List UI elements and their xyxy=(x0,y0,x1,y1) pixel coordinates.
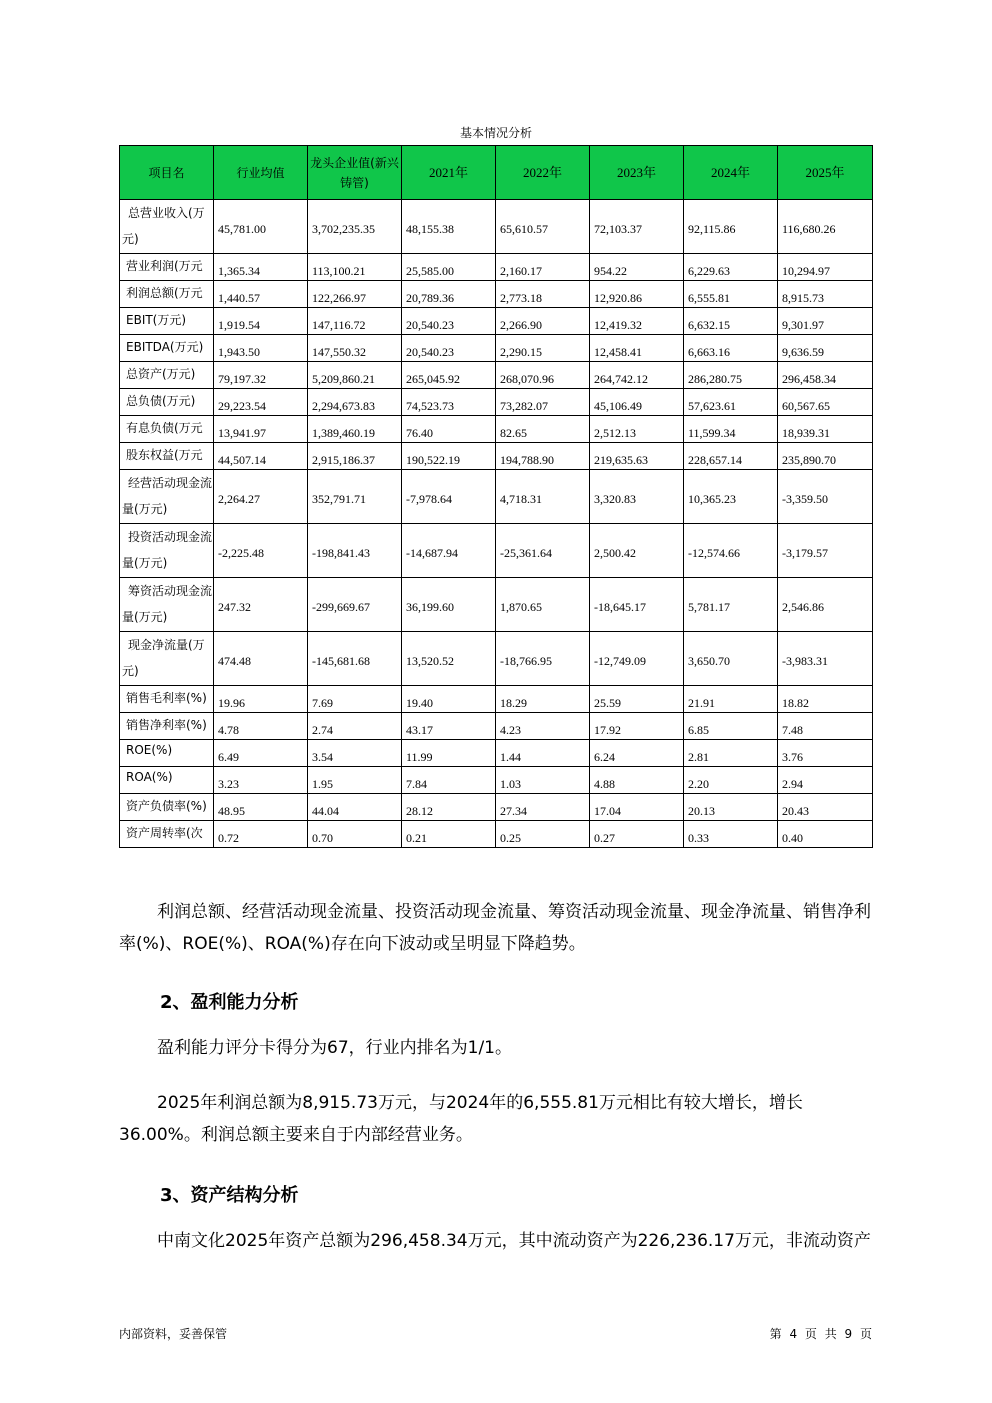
table-cell: 2.81 xyxy=(684,740,778,767)
table-cell: 2.20 xyxy=(684,767,778,794)
table-cell: 5,781.17 xyxy=(684,578,778,632)
table-cell: 0.40 xyxy=(778,821,873,848)
row-label: 投资活动现金流量(万元) xyxy=(120,524,214,578)
table-cell: 12,419.32 xyxy=(590,308,684,335)
table-cell: 6,229.63 xyxy=(684,254,778,281)
table-cell: -2,225.48 xyxy=(214,524,308,578)
table-cell: 8,915.73 xyxy=(778,281,873,308)
table-cell: 45,781.00 xyxy=(214,200,308,254)
table-cell: 7.84 xyxy=(402,767,496,794)
table-row xyxy=(120,632,873,686)
section3-asset-paragraph: 中南文化2025年资产总额为296,458.34万元，其中流动资产为226,236.17万元，非流动资产 xyxy=(157,1231,871,1251)
table-row xyxy=(120,713,873,740)
row-label: 经营活动现金流量(万元) xyxy=(120,470,214,524)
table-cell: 1,365.34 xyxy=(214,254,308,281)
table-cell: 296,458.34 xyxy=(778,362,873,389)
table-cell: 25.59 xyxy=(590,686,684,713)
table-cell: -7,978.64 xyxy=(402,470,496,524)
table-cell: 11,599.34 xyxy=(684,416,778,443)
table-cell: 11.99 xyxy=(402,740,496,767)
table-cell: 219,635.63 xyxy=(590,443,684,470)
table-cell: 113,100.21 xyxy=(308,254,402,281)
table-cell: 57,623.61 xyxy=(684,389,778,416)
table-cell: 25,585.00 xyxy=(402,254,496,281)
row-label: 总资产(万元) xyxy=(120,362,214,389)
header-leader-value: 龙头企业值(新兴铸管) xyxy=(308,146,402,200)
table-row xyxy=(120,524,873,578)
table-cell: -12,574.66 xyxy=(684,524,778,578)
table-cell: 44.04 xyxy=(308,794,402,821)
table-cell: -25,361.64 xyxy=(496,524,590,578)
table-cell: 1,389,460.19 xyxy=(308,416,402,443)
table-cell: 2,773.18 xyxy=(496,281,590,308)
table-cell: 9,636.59 xyxy=(778,335,873,362)
table-cell: 1.03 xyxy=(496,767,590,794)
table-cell: 45,106.49 xyxy=(590,389,684,416)
table-cell: 352,791.71 xyxy=(308,470,402,524)
table-cell: 190,522.19 xyxy=(402,443,496,470)
table-cell: 36,199.60 xyxy=(402,578,496,632)
table-cell: 235,890.70 xyxy=(778,443,873,470)
table-cell: -3,359.50 xyxy=(778,470,873,524)
table-cell: 3,650.70 xyxy=(684,632,778,686)
table-cell: 48,155.38 xyxy=(402,200,496,254)
table-caption: 基本情况分析 xyxy=(459,126,532,140)
row-label: 现金净流量(万元) xyxy=(120,632,214,686)
table-cell: 20,789.36 xyxy=(402,281,496,308)
table-cell: 147,116.72 xyxy=(308,308,402,335)
table-cell: 44,507.14 xyxy=(214,443,308,470)
section3-heading: 3、资产结构分析 xyxy=(160,1185,299,1206)
table-cell: 60,567.65 xyxy=(778,389,873,416)
table-cell: 194,788.90 xyxy=(496,443,590,470)
row-label: 销售净利率(%) xyxy=(120,713,214,740)
table-cell: -3,179.57 xyxy=(778,524,873,578)
table-row xyxy=(120,578,873,632)
table-cell: 0.21 xyxy=(402,821,496,848)
table-row xyxy=(120,200,873,254)
table-cell: 286,280.75 xyxy=(684,362,778,389)
header-2021: 2021年 xyxy=(402,146,496,200)
table-cell: 18,939.31 xyxy=(778,416,873,443)
row-label: 有息负债(万元 xyxy=(120,416,214,443)
table-cell: 20,540.23 xyxy=(402,335,496,362)
row-label: EBITDA(万元) xyxy=(120,335,214,362)
table-cell: 2,160.17 xyxy=(496,254,590,281)
row-label: 总营业收入(万元) xyxy=(120,200,214,254)
table-row xyxy=(120,794,873,821)
table-cell: 17.92 xyxy=(590,713,684,740)
table-row xyxy=(120,416,873,443)
row-label: ROE(%) xyxy=(120,740,214,767)
table-cell: 2,290.15 xyxy=(496,335,590,362)
table-cell: 2,512.13 xyxy=(590,416,684,443)
table-cell: 4.78 xyxy=(214,713,308,740)
table-cell: 7.69 xyxy=(308,686,402,713)
table-cell: 268,070.96 xyxy=(496,362,590,389)
section2-heading: 2、盈利能力分析 xyxy=(160,992,299,1013)
table-cell: 12,458.41 xyxy=(590,335,684,362)
table-cell: 6,555.81 xyxy=(684,281,778,308)
table-row xyxy=(120,308,873,335)
table-cell: 228,657.14 xyxy=(684,443,778,470)
table-cell: 20,540.23 xyxy=(402,308,496,335)
table-cell: 20.43 xyxy=(778,794,873,821)
table-cell: 0.70 xyxy=(308,821,402,848)
table-cell: 4.88 xyxy=(590,767,684,794)
table-cell: 72,103.37 xyxy=(590,200,684,254)
table-cell: 1,440.57 xyxy=(214,281,308,308)
table-cell: 9,301.97 xyxy=(778,308,873,335)
table-cell: 3,702,235.35 xyxy=(308,200,402,254)
header-industry-avg: 行业均值 xyxy=(214,146,308,200)
table-row xyxy=(120,389,873,416)
table-cell: 6.85 xyxy=(684,713,778,740)
table-cell: 0.25 xyxy=(496,821,590,848)
table-cell: 2,266.90 xyxy=(496,308,590,335)
header-item-name: 项目名 xyxy=(120,146,214,200)
table-cell: 20.13 xyxy=(684,794,778,821)
table-cell: 73,282.07 xyxy=(496,389,590,416)
table-header-row xyxy=(120,146,873,200)
footer-page-number: 第 4 页 共 9 页 xyxy=(769,1327,872,1341)
table-cell: 4,718.31 xyxy=(496,470,590,524)
footer-confidential: 内部资料，妥善保管 xyxy=(119,1327,228,1341)
table-cell: 6,632.15 xyxy=(684,308,778,335)
table-cell: 21.91 xyxy=(684,686,778,713)
table-cell: 3.76 xyxy=(778,740,873,767)
table-cell: -198,841.43 xyxy=(308,524,402,578)
row-label: 利润总额(万元 xyxy=(120,281,214,308)
table-cell: -145,681.68 xyxy=(308,632,402,686)
table-cell: 65,610.57 xyxy=(496,200,590,254)
table-cell: 6,663.16 xyxy=(684,335,778,362)
table-cell: 3.54 xyxy=(308,740,402,767)
table-cell: 247.32 xyxy=(214,578,308,632)
table-row xyxy=(120,470,873,524)
section2-profit-paragraph: 2025年利润总额为8,915.73万元，与2024年的6,555.81万元相比有较大增长，增长36.00%。利润总额主要来自于内部经营业务。 xyxy=(119,1093,803,1145)
table-cell: 29,223.54 xyxy=(214,389,308,416)
row-label: EBIT(万元) xyxy=(120,308,214,335)
table-cell: 147,550.32 xyxy=(308,335,402,362)
table-cell: 2.94 xyxy=(778,767,873,794)
table-row xyxy=(120,335,873,362)
table-cell: 6.49 xyxy=(214,740,308,767)
header-2022: 2022年 xyxy=(496,146,590,200)
table-row xyxy=(120,362,873,389)
table-cell: 18.82 xyxy=(778,686,873,713)
table-cell: 18.29 xyxy=(496,686,590,713)
row-label: 股东权益(万元 xyxy=(120,443,214,470)
table-cell: 43.17 xyxy=(402,713,496,740)
table-cell: -18,645.17 xyxy=(590,578,684,632)
table-cell: 264,742.12 xyxy=(590,362,684,389)
table-cell: -14,687.94 xyxy=(402,524,496,578)
header-2025: 2025年 xyxy=(778,146,873,200)
table-cell: 1,870.65 xyxy=(496,578,590,632)
table-cell: 13,941.97 xyxy=(214,416,308,443)
table-cell: 1.95 xyxy=(308,767,402,794)
table-cell: 76.40 xyxy=(402,416,496,443)
table-cell: 2,546.86 xyxy=(778,578,873,632)
table-cell: 1,919.54 xyxy=(214,308,308,335)
table-cell: 1,943.50 xyxy=(214,335,308,362)
table-cell: 92,115.86 xyxy=(684,200,778,254)
table-cell: 2,915,186.37 xyxy=(308,443,402,470)
table-cell: -3,983.31 xyxy=(778,632,873,686)
table-cell: 48.95 xyxy=(214,794,308,821)
table-cell: -18,766.95 xyxy=(496,632,590,686)
table-row xyxy=(120,686,873,713)
table-cell: 2,294,673.83 xyxy=(308,389,402,416)
table-cell: 265,045.92 xyxy=(402,362,496,389)
row-label: 销售毛利率(%) xyxy=(120,686,214,713)
table-cell: 474.48 xyxy=(214,632,308,686)
table-cell: 79,197.32 xyxy=(214,362,308,389)
table-cell: 5,209,860.21 xyxy=(308,362,402,389)
row-label: 总负债(万元) xyxy=(120,389,214,416)
table-cell: -299,669.67 xyxy=(308,578,402,632)
table-cell: 3,320.83 xyxy=(590,470,684,524)
table-cell: 6.24 xyxy=(590,740,684,767)
table-cell: 2.74 xyxy=(308,713,402,740)
table-cell: 3.23 xyxy=(214,767,308,794)
table-cell: 19.96 xyxy=(214,686,308,713)
table-cell: 28.12 xyxy=(402,794,496,821)
table-row xyxy=(120,254,873,281)
row-label: 资产周转率(次 xyxy=(120,821,214,848)
table-cell: 2,500.42 xyxy=(590,524,684,578)
table-cell: 10,365.23 xyxy=(684,470,778,524)
table-cell: 0.27 xyxy=(590,821,684,848)
financial-table xyxy=(119,145,873,848)
table-cell: 4.23 xyxy=(496,713,590,740)
table-cell: 7.48 xyxy=(778,713,873,740)
table-row xyxy=(120,443,873,470)
table-cell: 1.44 xyxy=(496,740,590,767)
table-cell: 0.33 xyxy=(684,821,778,848)
table-cell: 116,680.26 xyxy=(778,200,873,254)
table-cell: 12,920.86 xyxy=(590,281,684,308)
table-cell: 17.04 xyxy=(590,794,684,821)
table-cell: 27.34 xyxy=(496,794,590,821)
table-cell: 82.65 xyxy=(496,416,590,443)
table-cell: 13,520.52 xyxy=(402,632,496,686)
header-2024: 2024年 xyxy=(684,146,778,200)
table-cell: 19.40 xyxy=(402,686,496,713)
table-cell: -12,749.09 xyxy=(590,632,684,686)
section2-score-paragraph: 盈利能力评分卡得分为67，行业内排名为1/1。 xyxy=(157,1038,512,1058)
table-row xyxy=(120,281,873,308)
table-cell: 0.72 xyxy=(214,821,308,848)
table-row xyxy=(120,821,873,848)
row-label: 筹资活动现金流量(万元) xyxy=(120,578,214,632)
table-row xyxy=(120,767,873,794)
table-cell: 954.22 xyxy=(590,254,684,281)
trend-paragraph: 利润总额、经营活动现金流量、投资活动现金流量、筹资活动现金流量、现金净流量、销售净利率(%)、ROE(%)、ROA(%)存在向下波动或呈明显下降趋势。 xyxy=(119,902,871,954)
row-label: ROA(%) xyxy=(120,767,214,794)
row-label: 营业利润(万元 xyxy=(120,254,214,281)
table-cell: 2,264.27 xyxy=(214,470,308,524)
row-label: 资产负债率(%) xyxy=(120,794,214,821)
table-row xyxy=(120,740,873,767)
table-cell: 122,266.97 xyxy=(308,281,402,308)
header-2023: 2023年 xyxy=(590,146,684,200)
table-cell: 10,294.97 xyxy=(778,254,873,281)
table-cell: 74,523.73 xyxy=(402,389,496,416)
